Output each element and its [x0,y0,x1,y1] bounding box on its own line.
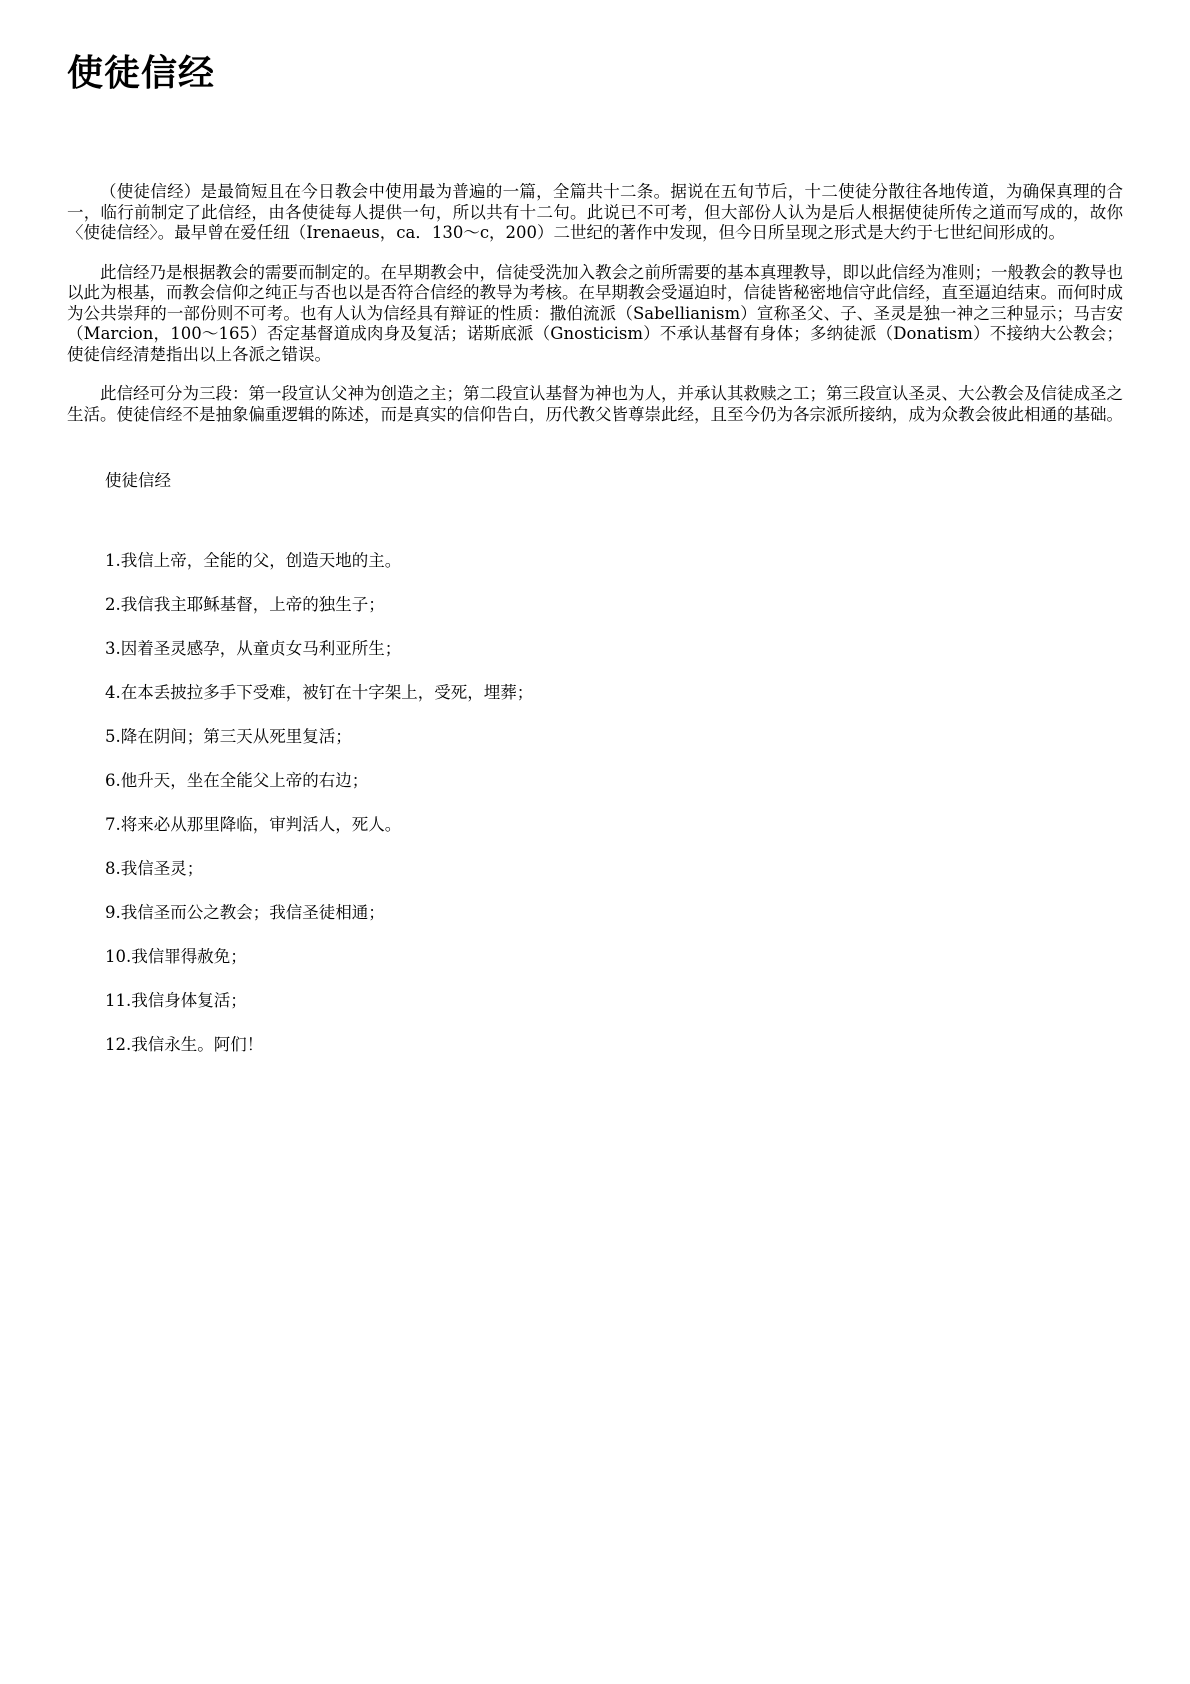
creed-item: 7.将来必从那里降临，审判活人，死人。 [105,815,402,834]
creed-item: 12.我信永生。阿们！ [105,1035,264,1054]
page-title: 使徒信经 [67,53,216,94]
intro-section [67,182,1123,425]
creed-item: 6.他升天，坐在全能父上帝的右边； [105,771,369,790]
creed-item: 3.因着圣灵感孕，从童贞女马利亚所生； [105,639,402,658]
creed-item: 9.我信圣而公之教会；我信圣徒相通； [105,903,385,922]
intro-paragraph: （使徒信经）是最简短且在今日教会中使用最为普遍的一篇，全篇共十二条。据说在五旬节后，十二使徒分散往各地传道，为确保真理的合一，临行前制定了此信经，由各使徒每人提供一句，所以共有十二句。此说已不可考，但大部份人认为是后人根据使徒所传之道而写成的，故你〈使徒信经〉。最早曾在爱任纽（Irenaeus，ca．130～c，200）二世纪的著作中发现，但今日所呈现之形式是大约于七世纪间形成的。 [67,182,1123,242]
creed-item: 11.我信身体复活； [105,991,247,1010]
creed-item: 4.在本丢披拉多手下受难，被钉在十字架上，受死，埋葬； [105,683,534,702]
intro-paragraph: 此信经可分为三段：第一段宣认父神为创造之主；第二段宣认基督为神也为人，并承认其救赎之工；第三段宣认圣灵、大公教会及信徒成圣之生活。使徒信经不是抽象偏重逻辑的陈述，而是真实的信仰告白，历代教父皆尊崇此经，且至今仍为各宗派所接纳，成为众教会彼此相通的基础。 [67,384,1123,424]
creed-item: 5.降在阴间；第三天从死里复活； [105,727,352,746]
creed-item: 2.我信我主耶稣基督，上帝的独生子； [105,595,385,614]
creed-item: 10.我信罪得赦免； [105,947,247,966]
creed-item: 1.我信上帝，全能的父，创造天地的主。 [105,551,402,570]
creed-title: 使徒信经 [105,471,171,490]
intro-paragraph: 此信经乃是根据教会的需要而制定的。在早期教会中，信徒受洗加入教会之前所需要的基本真理教导，即以此信经为准则；一般教会的教导也以此为根基，而教会信仰之纯正与否也以是否符合信经的教导为考核。在早期教会受逼迫时，信徒皆秘密地信守此信经，直至逼迫结束。而何时成为公共崇拜的一部份则不可考。也有人认为信经具有辩证的性质：撒伯流派（Sabellianism）宣称圣父、子、圣灵是独一神之三种显示；马吉安（Marcion，100～165）否定基督道成肉身及复活；诺斯底派（Gnosticism）不承认基督有身体；多纳徒派（Donatism）不接纳大公教会；使徒信经清楚指出以上各派之错误。 [67,262,1123,364]
creed-item: 8.我信圣灵； [105,859,204,878]
creed-list [105,550,1123,1056]
document-page [67,50,1123,1078]
